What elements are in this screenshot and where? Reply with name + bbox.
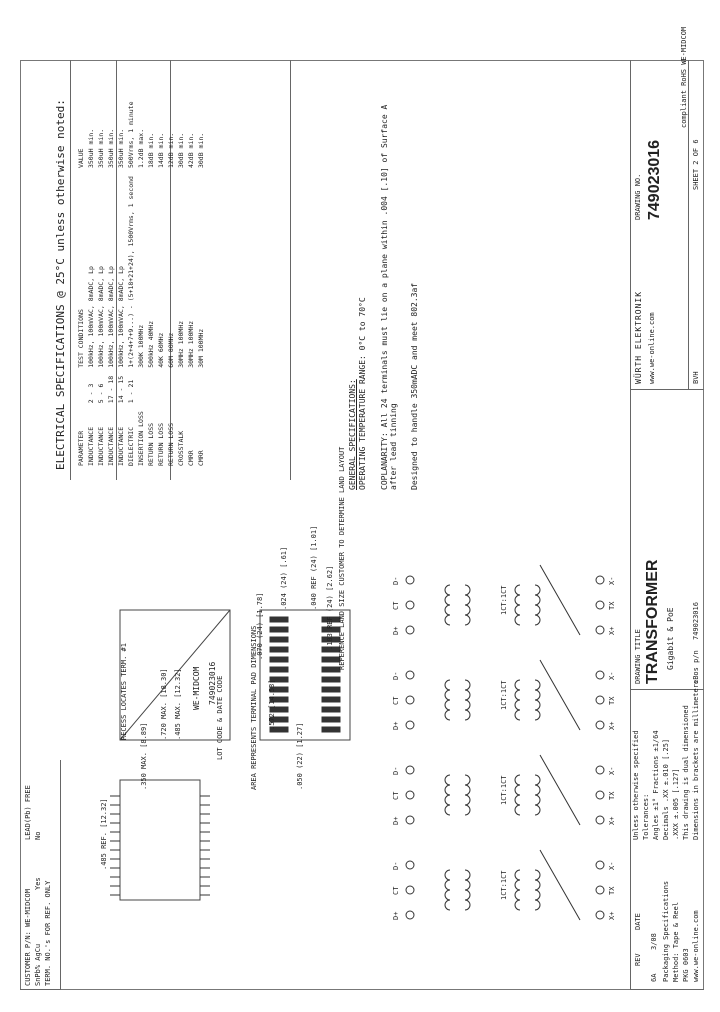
- spec-cell: 30MHz 100MHz: [177, 320, 185, 368]
- ref-land: REFERENCE LAND SIZE CUSTOMER TO DETERMINE LAND LAYOUT: [338, 446, 346, 670]
- signal-label: X-: [608, 671, 616, 680]
- dim-485-max: .485 MAX. [12.32]: [174, 668, 182, 740]
- general-line-1: OPERATING TEMPERATURE RANGE: 0°C to 70°C: [358, 297, 367, 490]
- land-pad: [322, 727, 340, 732]
- signal-label: X-: [608, 861, 616, 870]
- turns-ratio-label: 1CT:1CT: [500, 870, 508, 900]
- tb-top-rule: [630, 60, 631, 990]
- package-side-view: [120, 780, 200, 900]
- dim-350: .350 MAX. [8.89]: [140, 722, 148, 790]
- pin-circle: [596, 861, 604, 869]
- spec-cell: 2 - 3: [87, 383, 95, 404]
- signal-label: CT: [392, 601, 400, 610]
- lot-code: LOT CODE & DATE CODE: [216, 675, 224, 760]
- tb-inner-rule: [688, 60, 689, 390]
- spec-cell: 350uH min.: [107, 128, 115, 169]
- pin-circle: [406, 911, 414, 919]
- land-pad: [270, 647, 288, 652]
- spec-cell: 300K 100MHz: [137, 324, 145, 368]
- tol-0: Unless otherwise specified: [632, 730, 640, 840]
- pin-circle: [596, 911, 604, 919]
- signal-label: TX: [608, 791, 616, 800]
- spec-cell: [196, 372, 206, 407]
- drawing-subtitle: Gigabit & PoE: [666, 607, 675, 670]
- turns-ratio-label: 1CT:1CT: [500, 775, 508, 805]
- spec-row: [136, 98, 146, 471]
- pin-circle: [406, 886, 414, 894]
- signal-label: TX: [608, 696, 616, 705]
- transformer-winding: [535, 775, 540, 815]
- packaging-label: Packaging Specifications: [662, 880, 670, 982]
- tol-4: .XXX ±.005 [.127]: [672, 768, 680, 840]
- spec-cell: INSERTION LOSS: [137, 411, 145, 466]
- spec-header-row: [76, 98, 86, 471]
- dim-485-ref: .485 REF. [12.32]: [100, 798, 108, 870]
- transformer-winding: [445, 870, 450, 910]
- pin-circle: [406, 816, 414, 824]
- transformer-winding: [465, 870, 470, 910]
- spec-cell: 1 - 21: [127, 379, 135, 404]
- date-val: 3/08: [650, 933, 658, 950]
- signal-label: CT: [392, 696, 400, 705]
- land-pad: [322, 687, 340, 692]
- pin-circle: [596, 576, 604, 584]
- pin-circle: [406, 721, 414, 729]
- drawing-title: TRANSFORMER: [644, 559, 661, 684]
- transformer-winding: [445, 680, 450, 720]
- spec-cell: 30MHz 100MHz: [187, 320, 195, 368]
- land-pad: [270, 617, 288, 622]
- transformer-winding: [535, 870, 540, 910]
- pin-circle: [406, 766, 414, 774]
- yes-label: Yes: [34, 877, 42, 890]
- tb-left: [630, 989, 704, 990]
- general-title: GENERAL SPECIFICATIONS:: [348, 379, 357, 490]
- pin-circle: [406, 626, 414, 634]
- pin-circle: [596, 696, 604, 704]
- spec-cell: [136, 372, 146, 407]
- transformer-winding: [515, 775, 520, 815]
- ebos-label: eBos p/n: [692, 650, 700, 684]
- transformer-winding: [515, 680, 520, 720]
- customer-label: CUSTOMER P/N: WE-MIDCOM: [24, 889, 32, 986]
- spec-cell: INDUCTANCE: [107, 426, 115, 466]
- land-pad: [322, 677, 340, 682]
- pin-circle: [406, 601, 414, 609]
- lead-free-label: LEAD(Pb) FREE: [24, 785, 32, 840]
- pin-circle: [406, 791, 414, 799]
- spec-cell: 60M 80MHz: [167, 332, 175, 368]
- signal-label: CT: [392, 886, 400, 895]
- signal-label: X-: [608, 576, 616, 585]
- pin-circle: [596, 626, 604, 634]
- signal-label: X+: [608, 911, 616, 920]
- spec-row: [106, 98, 116, 471]
- pin-circle: [406, 671, 414, 679]
- pin-circle: [596, 766, 604, 774]
- method-label: Method: Tape & Reel: [672, 901, 680, 982]
- signal-label: D-: [392, 671, 400, 680]
- land-pad: [270, 667, 288, 672]
- spec-cell: 100kHz, 100mVAC, 8mADC, Lp: [117, 266, 125, 368]
- recess-note: RECESS LOCATES TERM. #1: [120, 643, 128, 740]
- company-web: www.we-online.com: [648, 312, 656, 384]
- spec-cell: 350uH min.: [97, 128, 105, 169]
- signal-label: X+: [608, 816, 616, 825]
- spec-row: [96, 98, 106, 471]
- signal-label: D+: [392, 721, 400, 730]
- spec-cell: 350uH min.: [87, 128, 95, 169]
- signal-label: X+: [608, 721, 616, 730]
- spec-cell: RETURN LOSS: [147, 422, 155, 466]
- spec-cell: 40K 60MHz: [157, 332, 165, 368]
- notes-left: [20, 989, 60, 990]
- general-line-2: COPLANARITY: All 24 terminals must lie on a plane within .004 [.10] of Surface A after lead tinning: [380, 104, 398, 490]
- spec-cell: 12dB min.: [167, 132, 175, 169]
- spec-title: ELECTRICAL SPECIFICATIONS @ 25°C unless otherwise noted:: [54, 99, 67, 470]
- signal-label: X+: [608, 626, 616, 635]
- dim-040: .040 REF (24) [1.01]: [310, 525, 318, 610]
- tol-3: Decimals .XX ±.010 [.25]: [662, 738, 670, 840]
- drawing-number: 749023016: [646, 139, 663, 220]
- drawing-no-label: DRAWING NO.: [634, 173, 642, 220]
- land-pad: [322, 697, 340, 702]
- spec-cell: 100kHz, 100mVAC, 8mADC, Lp: [107, 266, 115, 368]
- signal-label: CT: [392, 791, 400, 800]
- spec-row: [196, 98, 206, 471]
- spec-cell: 1.2dB max.: [137, 128, 145, 169]
- spec-cell: 17 - 18: [107, 375, 115, 404]
- term-no-label: TERM. NO.'s FOR REF. ONLY: [44, 880, 52, 986]
- schematic-wire: [540, 565, 580, 635]
- spec-cell: INDUCTANCE: [117, 426, 125, 466]
- tol-5: This drawing is dual dimensioned: [682, 705, 690, 840]
- no-label: No: [34, 831, 42, 840]
- spec-cell: [156, 372, 166, 407]
- pin-circle: [596, 816, 604, 824]
- spec-cell: 5 - 6: [97, 383, 105, 404]
- schematic-wire: [540, 660, 580, 730]
- spec-rule-top: [70, 60, 71, 480]
- schematic-wire: [540, 850, 580, 920]
- web-label: www.we-online.com: [692, 910, 700, 982]
- pad-label: AREA REPRESENTS TERMINAL PAD DIMENSIONS: [250, 625, 258, 790]
- marking-text: WE-MIDCOM: [192, 666, 201, 710]
- bvh-label: BVH: [692, 371, 700, 384]
- signal-label: D+: [392, 816, 400, 825]
- pin-circle: [406, 576, 414, 584]
- pin-circle: [596, 601, 604, 609]
- general-line-3: Designed to handle 350mADC and meet 802.3af: [410, 282, 419, 490]
- spec-cell: 18dB min.: [147, 132, 155, 169]
- spec-header-cell: TEST CONDITIONS: [77, 309, 85, 368]
- dim-103: .103 REF (24) [2.62]: [326, 565, 334, 650]
- sn-label: SnPb% AgCu: [34, 943, 42, 986]
- spec-row: [176, 98, 186, 471]
- pin-circle: [406, 696, 414, 704]
- turns-ratio-label: 1CT:1CT: [500, 680, 508, 710]
- spec-cell: [166, 372, 176, 407]
- land-pad: [322, 717, 340, 722]
- signal-label: D+: [392, 626, 400, 635]
- spec-cell: 14dB min.: [157, 132, 165, 169]
- pin-circle: [596, 791, 604, 799]
- rev-val: 6A: [650, 973, 658, 982]
- spec-cell: INDUCTANCE: [87, 426, 95, 466]
- rotated-drawing: [20, 26, 704, 990]
- spec-cell: [186, 372, 196, 407]
- dim-070: .070 (24) [1.78]: [256, 592, 264, 660]
- spec-cell: 30M 100MHz: [197, 328, 205, 368]
- spec-cell: RETURN LOSS: [157, 422, 165, 466]
- transformer-winding: [445, 775, 450, 815]
- pin-circle: [406, 861, 414, 869]
- transformer-winding: [445, 585, 450, 625]
- tb-div-2: [630, 389, 704, 390]
- drawing-title-label: DRAWING TITLE: [634, 629, 642, 684]
- spec-table: [76, 98, 206, 471]
- signal-label: TX: [608, 601, 616, 610]
- spec-cell: 500Vrms, 1 minute: [127, 101, 135, 169]
- transformer-winding: [515, 585, 520, 625]
- signal-label: D-: [392, 861, 400, 870]
- part-text: 749023016: [208, 661, 217, 705]
- signal-label: D+: [392, 911, 400, 920]
- schematic-wire: [540, 755, 580, 825]
- tol-2: Angles ±1° Fractions ±1/64: [652, 730, 660, 840]
- spec-cell: 30dB min.: [197, 132, 205, 169]
- spec-cell: DIELECTRIC: [127, 426, 135, 466]
- spec-header-cell: [76, 372, 86, 407]
- spec-cell: [146, 372, 156, 407]
- spec-row: [146, 98, 156, 471]
- pin-circle: [596, 886, 604, 894]
- spec-cell: 30dB min.: [177, 132, 185, 169]
- signal-label: D-: [392, 576, 400, 585]
- spec-cell: RETURN LOSS: [167, 422, 175, 466]
- transformer-winding: [465, 585, 470, 625]
- spec-cell: 500kHz 40MHz: [147, 320, 155, 368]
- transformer-winding: [465, 680, 470, 720]
- pkg-label: PKG 0603: [682, 948, 690, 982]
- tol-6: Dimensions in brackets are millimeters: [692, 679, 700, 840]
- spec-header-cell: VALUE: [77, 148, 85, 169]
- transformer-winding: [515, 870, 520, 910]
- spec-row: [166, 98, 176, 471]
- dim-024: .024 (24) [.61]: [280, 546, 288, 610]
- signal-label: X-: [608, 766, 616, 775]
- spec-cell: 1+(2+4+7+9...) - (5+18+21+24), 1500Vrms, 1 second: [127, 176, 135, 368]
- signal-label: TX: [608, 886, 616, 895]
- spec-cell: CMRR: [187, 450, 195, 466]
- spec-row: [116, 98, 126, 471]
- company-logo: WÜRTH ELEKTRONIK: [634, 290, 643, 384]
- tol-1: Tolerances:: [642, 793, 650, 840]
- spec-row: [186, 98, 196, 471]
- transformer-winding: [535, 680, 540, 720]
- dim-720: .720 MAX. [18.30]: [160, 668, 168, 740]
- spec-cell: 42dB min.: [187, 132, 195, 169]
- spec-cell: 350uH min.: [117, 128, 125, 169]
- spec-cell: 100kHz, 100mVAC, 8mADC, Lp: [97, 266, 105, 368]
- spec-cell: 100kHz, 100mVAC, 8mADC, Lp: [87, 266, 95, 368]
- dim-572: .572 [14.53]: [268, 679, 276, 730]
- spec-cell: CROSSTALK: [177, 430, 185, 466]
- signal-label: D-: [392, 766, 400, 775]
- spec-row: [86, 98, 96, 471]
- land-pad: [270, 657, 288, 662]
- pin-circle: [596, 721, 604, 729]
- spec-rule-3: [290, 60, 291, 480]
- spec-cell: 14 - 15: [117, 375, 125, 404]
- spec-row: [156, 98, 166, 471]
- land-pad: [270, 627, 288, 632]
- transformer-winding: [465, 775, 470, 815]
- spec-cell: CMRR: [197, 450, 205, 466]
- turns-ratio-label: 1CT:1CT: [500, 585, 508, 615]
- land-pad: [322, 707, 340, 712]
- ebos-pn: 749023016: [692, 602, 700, 640]
- rohs-logo-text: compliant RoHS WE-MIDCOM: [680, 26, 688, 128]
- spec-cell: INDUCTANCE: [97, 426, 105, 466]
- spec-header-cell: PARAMETER: [77, 430, 85, 466]
- sheet-label: SHEET 2 OF 6: [692, 139, 700, 190]
- transformer-winding: [535, 585, 540, 625]
- dim-050: .050 (22) [1.27]: [296, 722, 304, 790]
- spec-cell: [176, 372, 186, 407]
- rev-label: REV: [634, 953, 642, 966]
- pin-circle: [596, 671, 604, 679]
- land-pad: [270, 637, 288, 642]
- spec-row: [126, 98, 136, 471]
- date-label: DATE: [634, 913, 642, 930]
